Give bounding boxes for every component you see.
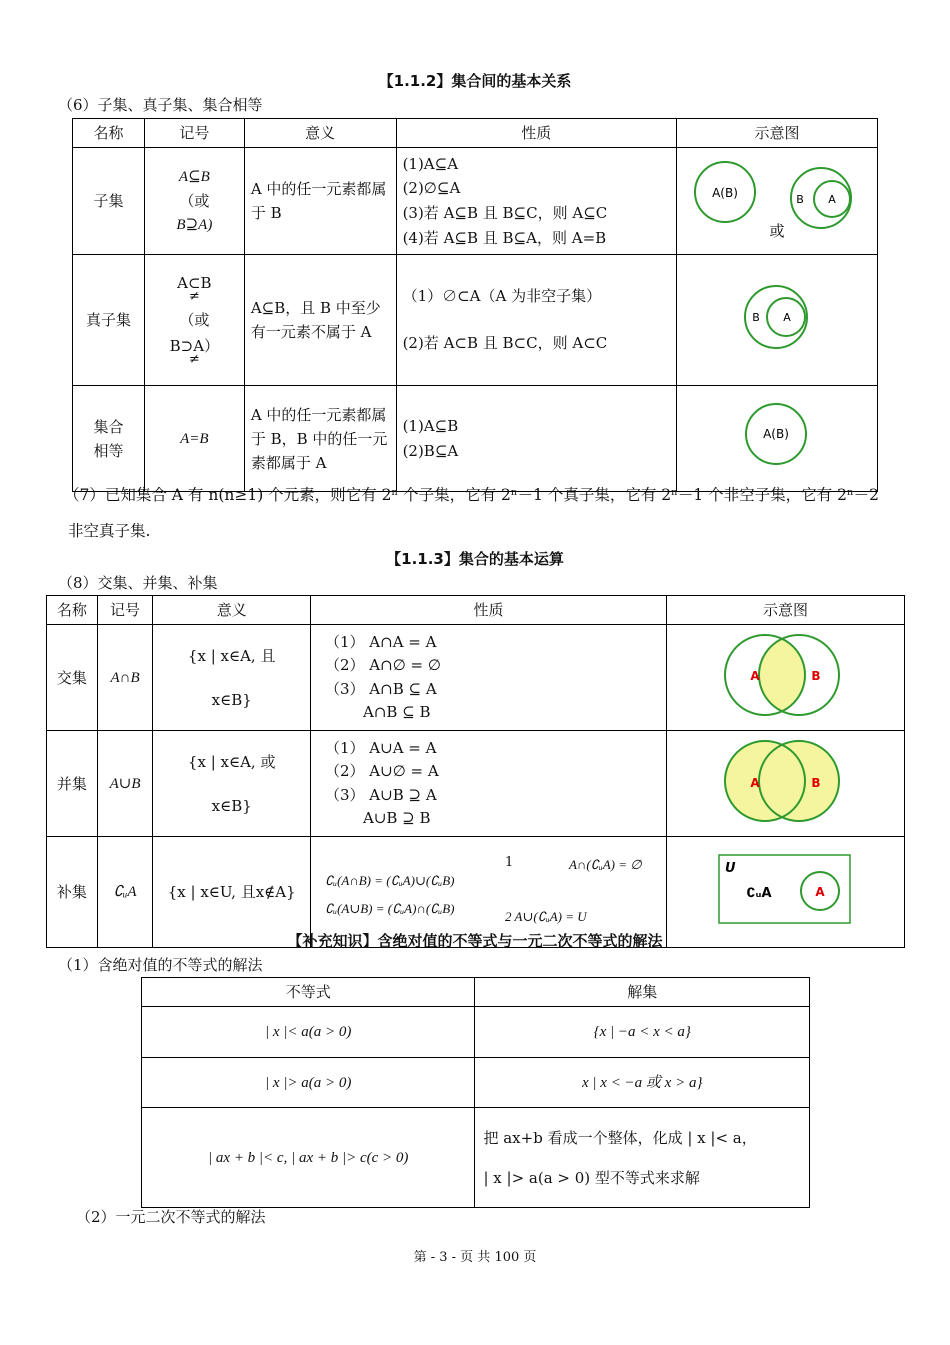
- row-set-equal: [73, 386, 878, 492]
- proper-meaning: A⊆B，且 B 中至少有一元素不属于 A: [244, 255, 396, 386]
- intersection-meaning: {x | x∈A, 且 x∈B}: [153, 625, 311, 731]
- label-b: B: [752, 311, 760, 324]
- proper-name: 真子集: [73, 255, 145, 386]
- proper-properties: （1）∅⊂A（A 为非空子集） (2)若 A⊂B 且 B⊂C，则 A⊂C: [396, 255, 676, 386]
- page-footer: 第 - 3 - 页 共 100 页: [413, 1250, 537, 1265]
- subheading-6: （6）子集、真子集、集合相等: [58, 96, 263, 114]
- absolute-value-inequality-table: [141, 977, 810, 1208]
- union-venn-diagram: [667, 731, 903, 829]
- complement-properties: ∁ᵤ(A∩B) = (∁ᵤA)∪(∁ᵤB) ∁ᵤ(A∪B) = (∁ᵤA)∩(∁ᵤB) 1 A∩(∁ᵤA) = ∅ 2 A∪(∁ᵤA) = U: [310, 837, 666, 948]
- row-proper-subset: [73, 255, 878, 386]
- intersection-properties: （1） A∩A = A （2） A∩∅ = ∅ （3） A∩B ⊆ A A∩B ⊆ B: [310, 625, 666, 731]
- complement-name: 补集: [47, 837, 98, 948]
- set-relations-table: [72, 118, 878, 492]
- header-property: 性质: [396, 119, 676, 148]
- complement-venn-diagram: [667, 837, 903, 940]
- label-b: B: [796, 193, 804, 206]
- header-inequality: 不等式: [142, 978, 475, 1007]
- inequality-row-3: | ax + b |< c, | ax + b |> c(c > 0) 把 ax+b 看成一个整体，化成 | x |< a， | x |> a(a > 0) 型不等式来求解: [142, 1108, 810, 1208]
- inequality-row-2: | x |> a(a > 0) x | x < −a 或 x > a}: [142, 1058, 810, 1108]
- inequality-row-1: | x |< a(a > 0) {x | −a < x < a}: [142, 1007, 810, 1058]
- union-meaning: {x | x∈A, 或 x∈B}: [153, 731, 311, 837]
- equal-properties: (1)A⊆B (2)B⊆A: [396, 386, 676, 492]
- label-cua: ∁ᵤA: [746, 886, 772, 901]
- equal-meaning: A 中的任一元素都属于 B，B 中的任一元素都属于 A: [244, 386, 396, 492]
- equal-venn-diagram: [677, 386, 876, 484]
- label-u: U: [724, 861, 736, 876]
- subset-properties: (1)A⊆A (2)∅⊆A (3)若 A⊆B 且 B⊆C，则 A⊆C (4)若 A⊆B 且 B⊆A，则 A=B: [396, 148, 676, 255]
- subheading-supp-2: （2）一元二次不等式的解法: [76, 1208, 266, 1226]
- header-diagram: 示意图: [666, 596, 904, 625]
- header-diagram: 示意图: [676, 119, 877, 148]
- subset-meaning: A 中的任一元素都属于 B: [244, 148, 396, 255]
- header-solution: 解集: [475, 978, 810, 1007]
- header-meaning: 意义: [244, 119, 396, 148]
- label-a: A: [750, 669, 760, 683]
- union-properties: （1） A∪A = A （2） A∪∅ = A （3） A∪B ⊇ A A∪B ⊇ B: [310, 731, 666, 837]
- universe-rect: [719, 855, 850, 923]
- header-notation: 记号: [97, 596, 153, 625]
- row-union: [47, 731, 905, 837]
- proper-subset-venn-diagram: [677, 255, 876, 378]
- intersection-name: 交集: [47, 625, 98, 731]
- label-a: A: [828, 193, 836, 206]
- label-or: 或: [769, 222, 785, 240]
- equal-name: 集合相等: [73, 386, 145, 492]
- subset-notation: A⊆B （或 B⊇A): [144, 148, 244, 255]
- proper-diagram: [676, 255, 877, 386]
- union-notation: A∪B: [97, 731, 153, 837]
- header-meaning: 意义: [153, 596, 311, 625]
- label-ab: A(B): [763, 427, 789, 441]
- label-a: A: [783, 311, 791, 324]
- subset-name: 子集: [73, 148, 145, 255]
- label-a: A: [815, 885, 825, 899]
- subheading-8: （8）交集、并集、补集: [58, 574, 218, 592]
- equal-notation: A=B: [144, 386, 244, 492]
- paragraph-7-line-2: 非空真子集.: [68, 522, 151, 540]
- subset-diagram: [676, 148, 877, 255]
- intersection-venn-diagram: [667, 625, 903, 723]
- label-b: B: [811, 669, 821, 683]
- label-b: B: [811, 776, 821, 790]
- union-name: 并集: [47, 731, 98, 837]
- label-a: A: [750, 776, 760, 790]
- equal-diagram: [676, 386, 877, 492]
- subset-venn-diagram: [677, 148, 876, 247]
- row-subset: [73, 148, 878, 255]
- section-title-supplement: 【补充知识】含绝对值的不等式与一元二次不等式的解法: [287, 932, 663, 950]
- proper-notation: A⊂B ≠ （或 B⊃A） ≠: [144, 255, 244, 386]
- label-ab: A(B): [712, 186, 738, 200]
- paragraph-7-line-1: （7）已知集合 A 有 n(n≥1) 个元素，则它有 2ⁿ 个子集，它有 2ⁿ－1 个真子集，它有 2ⁿ－1 个非空子集，它有 2ⁿ－2: [64, 486, 880, 504]
- section-title-1-1-2: 【1.1.2】集合间的基本关系: [378, 72, 572, 90]
- intersection-notation: A∩B: [97, 625, 153, 731]
- complement-notation: ∁ᵤA: [97, 837, 153, 948]
- header-notation: 记号: [144, 119, 244, 148]
- header-property: 性质: [310, 596, 666, 625]
- intersection-diagram: [666, 625, 904, 731]
- subheading-supp-1: （1）含绝对值的不等式的解法: [58, 956, 263, 974]
- header-name: 名称: [73, 119, 145, 148]
- union-diagram: [666, 731, 904, 837]
- set-operations-table: [46, 595, 905, 948]
- header-name: 名称: [47, 596, 98, 625]
- section-title-1-1-3: 【1.1.3】集合的基本运算: [386, 550, 564, 568]
- complement-meaning: {x | x∈U, 且x∉A}: [153, 837, 311, 948]
- row-intersection: [47, 625, 905, 731]
